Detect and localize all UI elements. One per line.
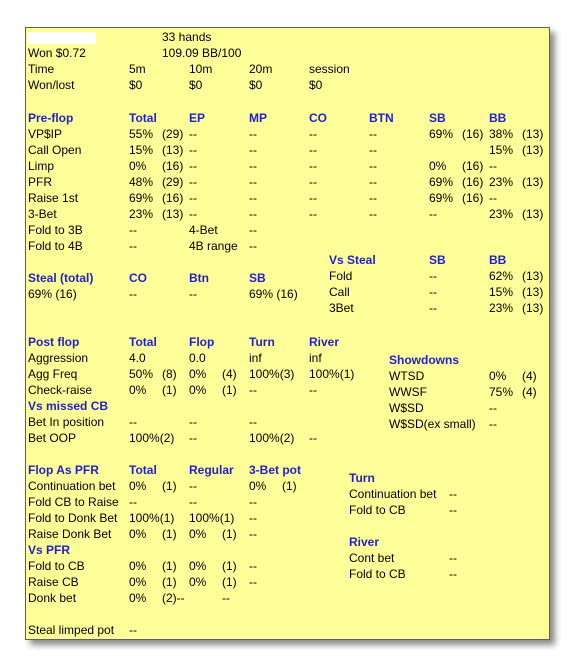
vs-pfr-total: 0% bbox=[129, 559, 147, 573]
vs-pfr-row-label: Donk bet bbox=[28, 591, 77, 605]
postflop-col-river: River bbox=[309, 335, 340, 349]
river-title: River bbox=[349, 535, 380, 549]
postflop-col-flop: Flop bbox=[189, 335, 215, 349]
fold-to-3b-label: Fold to 3B bbox=[28, 223, 83, 237]
steal-title: Steal (total) bbox=[28, 271, 94, 285]
preflop-mp: -- bbox=[249, 127, 257, 141]
bet-oop-river: -- bbox=[309, 431, 317, 445]
preflop-bb-count: (13) bbox=[522, 175, 544, 189]
flop-pfr-col-total: Total bbox=[129, 463, 157, 477]
stats-popup-panel bbox=[25, 27, 550, 640]
postflop-col-total: Total bbox=[129, 335, 157, 349]
preflop-ep: -- bbox=[189, 143, 197, 157]
preflop-sb: -- bbox=[429, 207, 437, 221]
preflop-bb: 15% bbox=[489, 143, 514, 157]
preflop-col-ep: EP bbox=[189, 111, 206, 125]
preflop-bb-count: (13) bbox=[522, 143, 544, 157]
preflop-col-total: Total bbox=[129, 111, 157, 125]
turn-cbet-label: Continuation bet bbox=[349, 487, 437, 501]
flop-pfr-3bet: -- bbox=[249, 527, 257, 541]
postflop-river: -- bbox=[309, 383, 317, 397]
postflop-river: 100%(1) bbox=[309, 367, 355, 381]
preflop-total-count: (29) bbox=[162, 127, 184, 141]
flop-pfr-regular: -- bbox=[189, 479, 197, 493]
preflop-total: 23% bbox=[129, 207, 154, 221]
vs-pfr-total-count: (2)-- bbox=[162, 591, 185, 605]
preflop-sb-count: (16) bbox=[462, 159, 484, 173]
preflop-total-count: (16) bbox=[162, 159, 184, 173]
vs-steal-row-label: Call bbox=[329, 285, 350, 299]
vs-steal-bb-count: (13) bbox=[522, 285, 544, 299]
fold-to-4b-value: -- bbox=[129, 239, 137, 253]
vs-steal-row-label: 3Bet bbox=[329, 301, 354, 315]
4b-range-label: 4B range bbox=[189, 239, 238, 253]
river-fold-cb-value: -- bbox=[449, 567, 457, 581]
preflop-mp: -- bbox=[249, 191, 257, 205]
flop-pfr-regular-count: (1) bbox=[222, 527, 237, 541]
preflop-btn: -- bbox=[369, 143, 377, 157]
wonlost-20m: $0 bbox=[249, 78, 263, 92]
vs-pfr-total-count: (1) bbox=[162, 559, 177, 573]
period-session: session bbox=[309, 62, 350, 76]
wonlost-5m: $0 bbox=[129, 78, 143, 92]
preflop-sb: 69% bbox=[429, 191, 454, 205]
postflop-turn: inf bbox=[249, 351, 262, 365]
preflop-ep: -- bbox=[189, 159, 197, 173]
flop-pfr-total-count: (1) bbox=[162, 527, 177, 541]
postflop-col-turn: Turn bbox=[249, 335, 275, 349]
flop-pfr-regular: 100%(1) bbox=[189, 511, 235, 525]
preflop-row-label: PFR bbox=[28, 175, 52, 189]
vs-pfr-total: 0% bbox=[129, 575, 147, 589]
time-label: Time bbox=[28, 62, 55, 76]
preflop-co: -- bbox=[309, 175, 317, 189]
preflop-bb: 23% bbox=[489, 207, 514, 221]
bet-oop-label: Bet OOP bbox=[28, 431, 77, 445]
flop-pfr-row-label: Continuation bet bbox=[28, 479, 116, 493]
preflop-bb-count: (13) bbox=[522, 127, 544, 141]
preflop-ep: -- bbox=[189, 175, 197, 189]
preflop-col-mp: MP bbox=[249, 111, 267, 125]
preflop-col-co: CO bbox=[309, 111, 327, 125]
postflop-title: Post flop bbox=[28, 335, 80, 349]
steal-limped-pot-value: -- bbox=[129, 623, 137, 637]
preflop-total: 48% bbox=[129, 175, 154, 189]
fold-to-3b-value: -- bbox=[129, 223, 137, 237]
vs-pfr-regular-count: (1) bbox=[222, 575, 237, 589]
vs-pfr-total-count: (1) bbox=[162, 575, 177, 589]
flop-pfr-regular: 0% bbox=[189, 527, 207, 541]
turn-cbet-value: -- bbox=[449, 487, 457, 501]
4b-range-value: -- bbox=[249, 239, 257, 253]
vs-pfr-3bet: -- bbox=[249, 559, 257, 573]
preflop-co: -- bbox=[309, 191, 317, 205]
steal-co-value: -- bbox=[129, 287, 137, 301]
showdown-value: 75% bbox=[489, 385, 514, 399]
flop-pfr-3bet-count: (1) bbox=[282, 479, 297, 493]
turn-title: Turn bbox=[349, 471, 375, 485]
vs-pfr-regular: 0% bbox=[189, 575, 207, 589]
flop-pfr-total-count: (1) bbox=[162, 479, 177, 493]
preflop-sb: 0% bbox=[429, 159, 447, 173]
flop-pfr-row-label: Raise Donk Bet bbox=[28, 527, 112, 541]
vs-steal-sb: -- bbox=[429, 301, 437, 315]
preflop-sb-count: (16) bbox=[462, 127, 484, 141]
period-10m: 10m bbox=[189, 62, 213, 76]
steal-col-co: CO bbox=[129, 271, 147, 285]
preflop-mp: -- bbox=[249, 207, 257, 221]
river-cont-bet-value: -- bbox=[449, 551, 457, 565]
showdown-row-label: WWSF bbox=[389, 385, 427, 399]
postflop-total-count: (1) bbox=[162, 383, 177, 397]
preflop-bb: 38% bbox=[489, 127, 514, 141]
vs-pfr-3bet: -- bbox=[222, 591, 230, 605]
preflop-col-btn: BTN bbox=[369, 111, 394, 125]
preflop-ep: -- bbox=[189, 191, 197, 205]
bet-in-position-flop: -- bbox=[189, 415, 197, 429]
vs-steal-sb: -- bbox=[429, 269, 437, 283]
bb-per-100: 109.09 BB/100 bbox=[162, 46, 242, 60]
vs-steal-bb-count: (13) bbox=[522, 269, 544, 283]
flop-pfr-row-label: Fold CB to Raise bbox=[28, 495, 119, 509]
postflop-turn: 100%(3) bbox=[249, 367, 295, 381]
flop-pfr-total: 0% bbox=[129, 479, 147, 493]
postflop-flop: 0.0 bbox=[189, 351, 206, 365]
vs-steal-row-label: Fold bbox=[329, 269, 353, 283]
vs-pfr-total: 0% bbox=[129, 591, 147, 605]
vs-steal-sb: -- bbox=[429, 285, 437, 299]
vs-steal-bb: 15% bbox=[489, 285, 514, 299]
showdown-row-label: W$SD bbox=[389, 401, 424, 415]
preflop-row-label: Raise 1st bbox=[28, 191, 79, 205]
postflop-flop: 0% bbox=[189, 367, 207, 381]
flop-pfr-row-label: Fold to Donk Bet bbox=[28, 511, 118, 525]
vs-steal-bb: 23% bbox=[489, 301, 514, 315]
preflop-btn: -- bbox=[369, 159, 377, 173]
player-name-redacted bbox=[28, 32, 96, 44]
flop-pfr-3bet: -- bbox=[249, 495, 257, 509]
preflop-total: 15% bbox=[129, 143, 154, 157]
flop-pfr-total: 100%(1) bbox=[129, 511, 175, 525]
postflop-flop-count: (4) bbox=[222, 367, 237, 381]
preflop-total-count: (13) bbox=[162, 143, 184, 157]
postflop-total: 4.0 bbox=[129, 351, 146, 365]
flop-pfr-col-3bet: 3-Bet pot bbox=[249, 463, 301, 477]
preflop-bb: -- bbox=[489, 191, 497, 205]
preflop-btn: -- bbox=[369, 207, 377, 221]
postflop-river: inf bbox=[309, 351, 322, 365]
steal-total-value: 69% (16) bbox=[28, 287, 77, 301]
postflop-flop: 0% bbox=[189, 383, 207, 397]
showdown-value: 0% bbox=[489, 369, 507, 383]
steal-btn-value: -- bbox=[189, 287, 197, 301]
won-amount: Won $0.72 bbox=[28, 46, 86, 60]
preflop-sb-count: (16) bbox=[462, 175, 484, 189]
postflop-row-label: Aggression bbox=[28, 351, 89, 365]
preflop-bb-count: (13) bbox=[522, 207, 544, 221]
steal-col-sb: SB bbox=[249, 271, 266, 285]
flop-as-pfr-title: Flop As PFR bbox=[28, 463, 99, 477]
showdown-value: -- bbox=[489, 401, 497, 415]
vs-pfr-row-label: Raise CB bbox=[28, 575, 79, 589]
flop-pfr-col-regular: Regular bbox=[189, 463, 234, 477]
showdown-count: (4) bbox=[522, 385, 537, 399]
preflop-ep: -- bbox=[189, 207, 197, 221]
preflop-mp: -- bbox=[249, 175, 257, 189]
wonlost-label: Won/lost bbox=[28, 78, 75, 92]
preflop-row-label: Call Open bbox=[28, 143, 82, 157]
steal-sb-value: 69% (16) bbox=[249, 287, 298, 301]
bet-oop-flop: -- bbox=[189, 431, 197, 445]
preflop-total-count: (13) bbox=[162, 207, 184, 221]
bet-in-position-turn: -- bbox=[249, 415, 257, 429]
flop-pfr-total: 0% bbox=[129, 527, 147, 541]
postflop-total: 50% bbox=[129, 367, 154, 381]
preflop-sb: 69% bbox=[429, 175, 454, 189]
river-cont-bet-label: Cont bet bbox=[349, 551, 395, 565]
preflop-btn: -- bbox=[369, 191, 377, 205]
vs-steal-bb-count: (13) bbox=[522, 301, 544, 315]
wonlost-session: $0 bbox=[309, 78, 323, 92]
flop-pfr-regular: -- bbox=[189, 495, 197, 509]
postflop-total: 0% bbox=[129, 383, 147, 397]
preflop-bb: -- bbox=[489, 159, 497, 173]
preflop-bb: 23% bbox=[489, 175, 514, 189]
vs-pfr-regular: 0% bbox=[189, 559, 207, 573]
postflop-flop-count: (1) bbox=[222, 383, 237, 397]
preflop-btn: -- bbox=[369, 127, 377, 141]
steal-limped-pot-label: Steal limped pot bbox=[28, 623, 115, 637]
fold-to-4b-label: Fold to 4B bbox=[28, 239, 83, 253]
preflop-row-label: Limp bbox=[28, 159, 55, 173]
bet-oop-total: 100%(2) bbox=[129, 431, 175, 445]
vs-steal-bb: 62% bbox=[489, 269, 514, 283]
preflop-co: -- bbox=[309, 127, 317, 141]
preflop-col-sb: SB bbox=[429, 111, 446, 125]
vs-pfr-row-label: Fold to CB bbox=[28, 559, 85, 573]
turn-fold-cb-label: Fold to CB bbox=[349, 503, 406, 517]
preflop-co: -- bbox=[309, 143, 317, 157]
river-fold-cb-label: Fold to CB bbox=[349, 567, 406, 581]
preflop-total: 69% bbox=[129, 191, 154, 205]
preflop-sb-count: (16) bbox=[462, 191, 484, 205]
showdown-row-label: WTSD bbox=[389, 369, 425, 383]
4bet-value: -- bbox=[249, 223, 257, 237]
vs-pfr-title: Vs PFR bbox=[28, 543, 71, 557]
bet-in-position-total: -- bbox=[129, 415, 137, 429]
preflop-row-label: 3-Bet bbox=[28, 207, 57, 221]
showdown-row-label: W$SD(ex small) bbox=[389, 417, 476, 431]
preflop-total: 55% bbox=[129, 127, 154, 141]
showdown-count: (4) bbox=[522, 369, 537, 383]
vs-steal-col-bb: BB bbox=[489, 253, 507, 267]
preflop-mp: -- bbox=[249, 143, 257, 157]
preflop-btn: -- bbox=[369, 175, 377, 189]
preflop-total-count: (16) bbox=[162, 191, 184, 205]
preflop-mp: -- bbox=[249, 159, 257, 173]
preflop-ep: -- bbox=[189, 127, 197, 141]
preflop-col-bb: BB bbox=[489, 111, 507, 125]
preflop-co: -- bbox=[309, 207, 317, 221]
hands-count: 33 hands bbox=[162, 30, 212, 44]
preflop-sb: 69% bbox=[429, 127, 454, 141]
postflop-total-count: (8) bbox=[162, 367, 177, 381]
period-20m: 20m bbox=[249, 62, 273, 76]
vs-pfr-regular-count: (1) bbox=[222, 559, 237, 573]
postflop-row-label: Check-raise bbox=[28, 383, 93, 397]
steal-col-btn: Btn bbox=[189, 271, 209, 285]
period-5m: 5m bbox=[129, 62, 146, 76]
turn-fold-cb-value: -- bbox=[449, 503, 457, 517]
bet-oop-turn: 100%(2) bbox=[249, 431, 295, 445]
preflop-total-count: (29) bbox=[162, 175, 184, 189]
preflop-co: -- bbox=[309, 159, 317, 173]
postflop-turn: -- bbox=[249, 383, 257, 397]
postflop-row-label: Agg Freq bbox=[28, 367, 78, 381]
preflop-title: Pre-flop bbox=[28, 111, 74, 125]
showdowns-title: Showdowns bbox=[389, 353, 459, 367]
vs-steal-col-sb: SB bbox=[429, 253, 446, 267]
vs-steal-title: Vs Steal bbox=[329, 253, 376, 267]
flop-pfr-3bet: 0% bbox=[249, 479, 267, 493]
vs-pfr-3bet: -- bbox=[249, 575, 257, 589]
preflop-row-label: VP$IP bbox=[28, 127, 63, 141]
vs-missed-cb-title: Vs missed CB bbox=[28, 399, 109, 413]
flop-pfr-total: -- bbox=[129, 495, 137, 509]
4bet-label: 4-Bet bbox=[189, 223, 218, 237]
preflop-total: 0% bbox=[129, 159, 147, 173]
bet-in-position-label: Bet In position bbox=[28, 415, 105, 429]
wonlost-10m: $0 bbox=[189, 78, 203, 92]
flop-pfr-3bet: -- bbox=[249, 511, 257, 525]
showdown-value: -- bbox=[489, 417, 497, 431]
